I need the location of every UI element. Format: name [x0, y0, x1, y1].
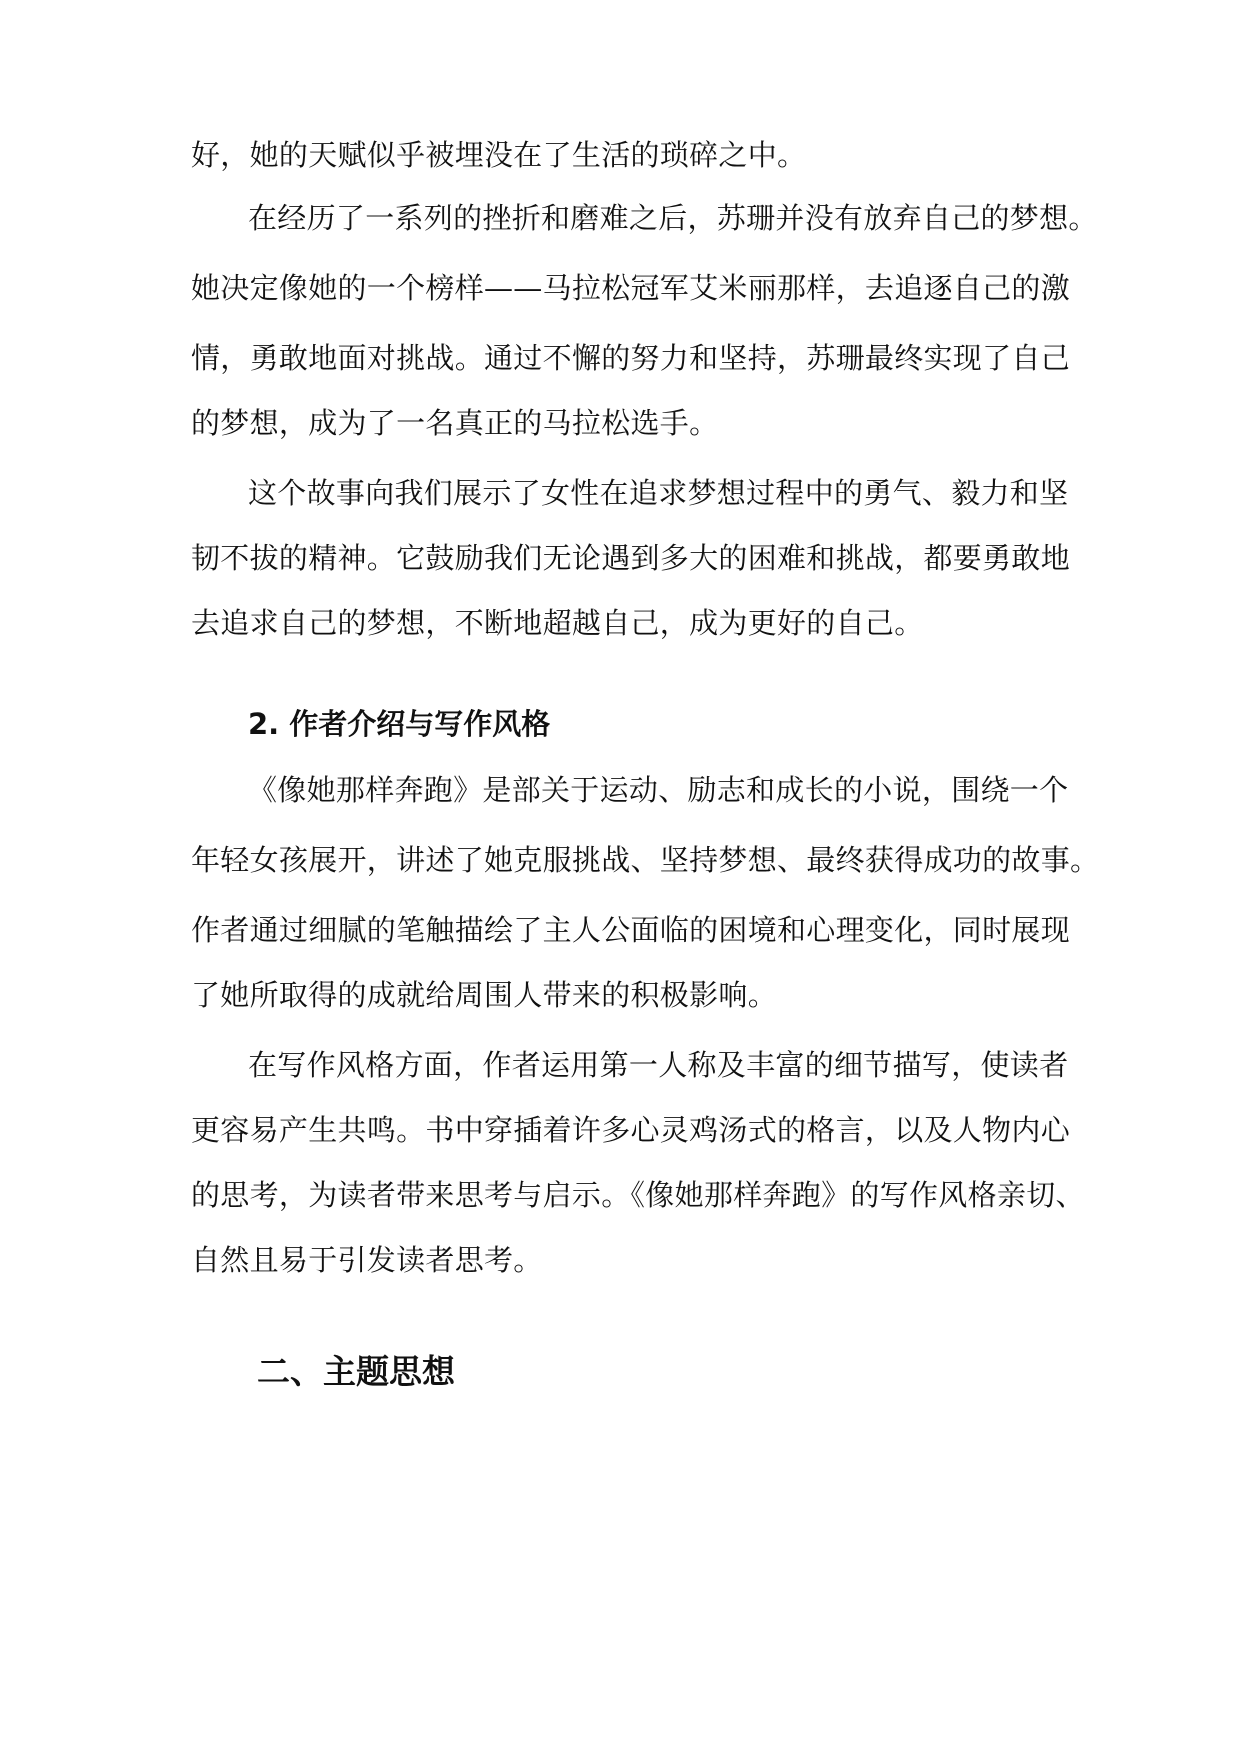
paragraph-3-line-1: 这个故事向我们展示了女性在追求梦想过程中的勇气、毅力和坚 — [248, 476, 1069, 510]
section-heading: 2. 作者介绍与写作风格 — [248, 707, 551, 741]
paragraph-5-line-1: 在写作风格方面，作者运用第一人称及丰富的细节描写，使读者 — [248, 1048, 1069, 1082]
paragraph-5-line-2: 更容易产生共鸣。书中穿插着许多心灵鸡汤式的格言，以及人物内心 — [191, 1113, 1071, 1147]
paragraph-2-line-1: 在经历了一系列的挫折和磨难之后，苏珊并没有放弃自己的梦想。 — [248, 201, 1098, 235]
paragraph-1-line-1: 好，她的天赋似乎被埋没在了生活的琐碎之中。 — [191, 138, 807, 172]
paragraph-2-line-2: 她决定像她的一个榜样——马拉松冠军艾米丽那样，去追逐自己的激 — [191, 271, 1071, 305]
paragraph-3-line-2: 韧不拔的精神。它鼓励我们无论遇到多大的困难和挑战，都要勇敢地 — [191, 541, 1071, 575]
chapter-heading: 二、主题思想 — [257, 1352, 455, 1391]
paragraph-4-line-3: 作者通过细腻的笔触描绘了主人公面临的困境和心理变化，同时展现 — [191, 913, 1071, 947]
paragraph-5-line-4: 自然且易于引发读者思考。 — [191, 1243, 543, 1277]
paragraph-4-line-1: 《像她那样奔跑》是部关于运动、励志和成长的小说，围绕一个 — [248, 773, 1069, 807]
paragraph-4-line-2: 年轻女孩展开，讲述了她克服挑战、坚持梦想、最终获得成功的故事。 — [191, 843, 1100, 877]
paragraph-5-line-3: 的思考，为读者带来思考与启示。《像她那样奔跑》的写作风格亲切、 — [191, 1178, 1085, 1212]
paragraph-4-line-4: 了她所取得的成就给周围人带来的积极影响。 — [191, 978, 778, 1012]
paragraph-3-line-3: 去追求自己的梦想，不断地超越自己，成为更好的自己。 — [191, 606, 924, 640]
paragraph-2-line-4: 的梦想，成为了一名真正的马拉松选手。 — [191, 406, 719, 440]
paragraph-2-line-3: 情，勇敢地面对挑战。通过不懈的努力和坚持，苏珊最终实现了自己 — [191, 341, 1071, 375]
